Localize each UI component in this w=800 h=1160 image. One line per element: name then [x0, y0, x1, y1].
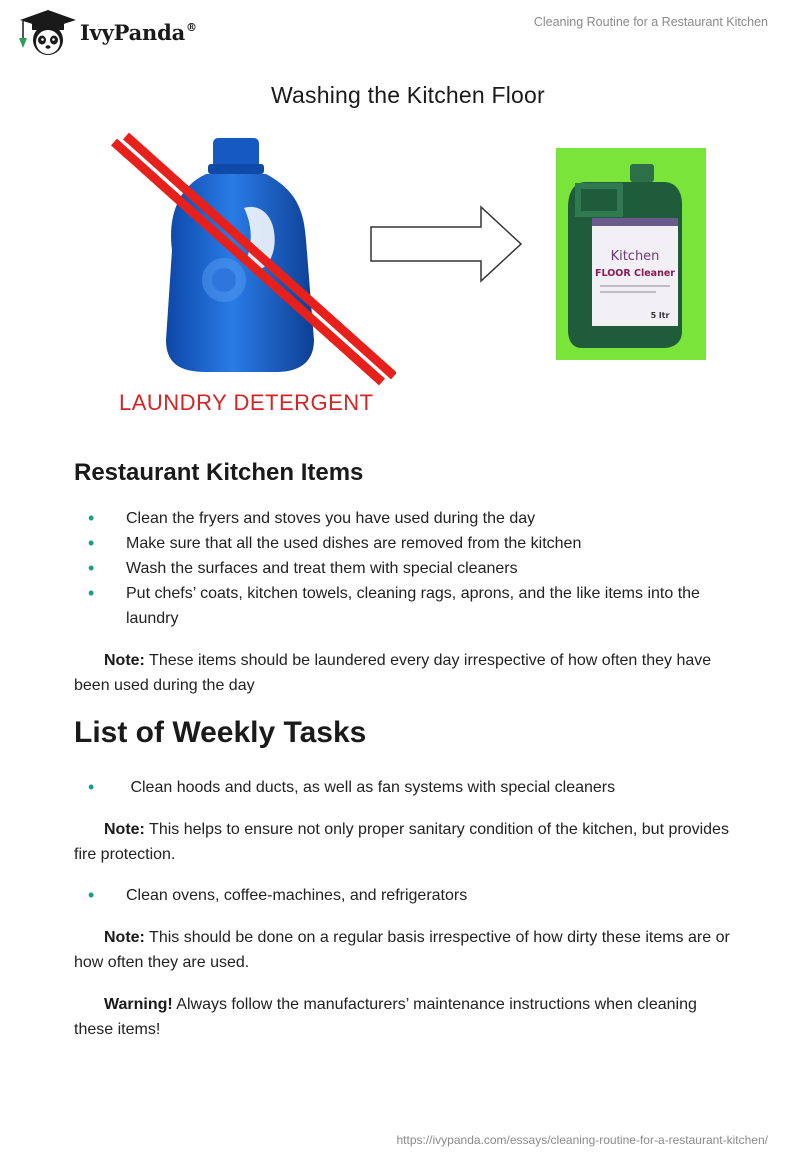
list-item: • Put chefs’ coats, kitchen towels, cleaning rags, aprons, and the like items into the laundry: [86, 581, 726, 631]
arrow-right-icon: [369, 205, 523, 283]
kitchen-floor-figure: [86, 70, 716, 430]
list-item: • Clean ovens, coffee-machines, and refrigerators: [86, 883, 726, 908]
laundry-detergent-label: LAUNDRY DETERGENT: [119, 390, 374, 415]
list-item: • Wash the surfaces and treat them with special cleaners: [86, 556, 726, 581]
document-title: Cleaning Routine for a Restaurant Kitchen: [533, 15, 768, 29]
note-paragraph: [74, 925, 734, 975]
note-paragraph: [74, 648, 734, 698]
kitchen-floor-cleaner-icon: [556, 148, 706, 360]
note-label: Note:: [104, 929, 145, 946]
warning-text: Always follow the manufacturers’ maintenance instructions when cleaning these items!: [74, 996, 697, 1038]
weekly-tasks-list-2: [86, 883, 726, 908]
panda-graduate-icon: [14, 8, 76, 56]
note-text: This helps to ensure not only proper sanitary condition of the kitchen, but provides fire protection.: [74, 821, 729, 863]
list-item: • Make sure that all the used dishes are removed from the kitchen: [86, 531, 726, 556]
weekly-tasks-list-1: [86, 775, 726, 800]
cleaner-volume: 5 ltr: [650, 311, 670, 320]
kitchen-items-list: [86, 506, 726, 631]
cleaner-label-line1: Kitchen: [610, 249, 660, 264]
note-paragraph: [74, 817, 734, 867]
brand-logo[interactable]: [14, 8, 197, 56]
cleaner-label-line2: FLOOR Cleaner: [595, 268, 675, 279]
registered-mark: ®: [186, 20, 197, 34]
note-label: Note:: [104, 821, 145, 838]
note-label: Note:: [104, 652, 145, 669]
source-url-link[interactable]: https://ivypanda.com/essays/cleaning-routine-for-a-restaurant-kitchen/: [396, 1133, 768, 1147]
note-text: This should be done on a regular basis irrespective of how dirty these items are or how often they are used.: [74, 929, 730, 971]
page-header: [0, 0, 800, 50]
list-item: • Clean the fryers and stoves you have used during the day: [86, 506, 726, 531]
list-item: • Clean hoods and ducts, as well as fan systems with special cleaners: [86, 775, 726, 800]
laundry-detergent-bottle-icon: [106, 130, 396, 400]
warning-paragraph: [74, 992, 734, 1042]
brand-name: IvyPanda®: [80, 19, 197, 45]
note-text: These items should be laundered every day irrespective of how often they have been used during the day: [74, 652, 712, 694]
warning-label: Warning!: [104, 996, 173, 1013]
figure-title: Washing the Kitchen Floor: [271, 82, 545, 108]
section-heading-weekly-tasks: List of Weekly Tasks: [74, 716, 367, 749]
section-heading-kitchen-items: Restaurant Kitchen Items: [74, 459, 364, 486]
